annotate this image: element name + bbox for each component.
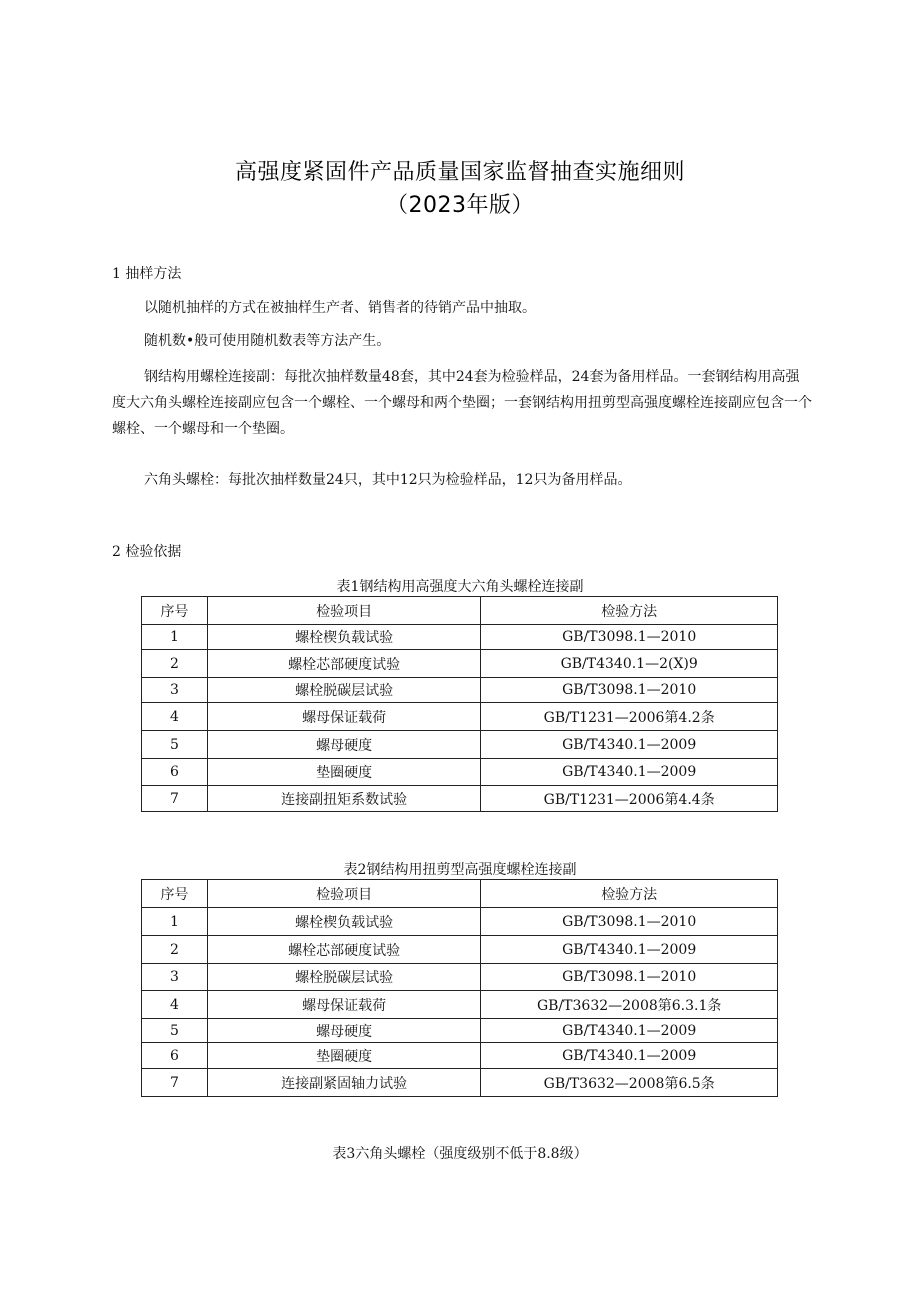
table-cell: 连接副扭矩系数试验 <box>207 786 481 812</box>
table-cell: 螺栓楔负载试验 <box>207 625 481 650</box>
table-cell: 5 <box>142 731 208 759</box>
table-row <box>142 1043 778 1069</box>
table-cell: 7 <box>142 786 208 812</box>
table-cell: 螺母硬度 <box>207 1019 481 1043</box>
table-cell: 5 <box>142 1019 208 1043</box>
table-cell: 垫圈硬度 <box>207 759 481 786</box>
table-cell: 6 <box>142 759 208 786</box>
table-cell: 螺栓脱碳层试验 <box>207 964 481 991</box>
table-2-caption: 表2钢结构用扭剪型高强度螺栓连接副 <box>343 862 577 878</box>
table-row <box>142 786 778 812</box>
table-cell: 螺栓楔负载试验 <box>207 908 481 936</box>
table-cell: 7 <box>142 1069 208 1097</box>
table-row <box>142 991 778 1019</box>
header-cell: 序号 <box>142 597 208 625</box>
table-cell: GB/T4340.1—2009 <box>481 1043 778 1069</box>
table-cell: 3 <box>142 964 208 991</box>
table-cell: 2 <box>142 650 208 678</box>
document-subtitle: （2023年版） <box>386 193 534 218</box>
header-cell: 序号 <box>142 880 208 908</box>
table-row <box>142 1069 778 1097</box>
table-cell: GB/T4340.1—2(X)9 <box>481 650 778 678</box>
table-cell: 螺栓芯部硬度试验 <box>207 650 481 678</box>
paragraph-random-number: 随机数•般可使用随机数表等方法产生。 <box>144 333 391 349</box>
table-cell: 1 <box>142 625 208 650</box>
table-3-caption: 表3六角头螺栓（强度级别不低于8.8级） <box>332 1146 588 1162</box>
paragraph-sampling-method: 以随机抽样的方式在被抽样生产者、销售者的待销产品中抽取。 <box>144 300 536 316</box>
table-cell: 4 <box>142 991 208 1019</box>
table-row <box>142 731 778 759</box>
header-cell: 检验方法 <box>481 880 778 908</box>
header-cell: 检验方法 <box>481 597 778 625</box>
table-cell: GB/T4340.1—2009 <box>481 1019 778 1043</box>
table-cell: GB/T4340.1—2009 <box>481 731 778 759</box>
table-1-caption: 表1钢结构用高强度大六角头螺栓连接副 <box>336 579 584 595</box>
table-cell: 垫圈硬度 <box>207 1043 481 1069</box>
table-cell: GB/T1231—2006第4.2条 <box>481 703 778 731</box>
table-row <box>142 964 778 991</box>
table-cell: 2 <box>142 936 208 964</box>
table-header-row <box>142 597 778 625</box>
table-row <box>142 936 778 964</box>
table-cell: GB/T3098.1—2010 <box>481 625 778 650</box>
table-row <box>142 678 778 703</box>
table-row <box>142 759 778 786</box>
table-cell: 连接副紧固轴力试验 <box>207 1069 481 1097</box>
table-cell: GB/T3098.1—2010 <box>481 678 778 703</box>
table-cell: 螺母保证载荷 <box>207 991 481 1019</box>
table-1 <box>141 596 778 812</box>
table-cell: 3 <box>142 678 208 703</box>
document-title: 高强度紧固件产品质量国家监督抽查实施细则 <box>234 160 685 185</box>
table-cell: GB/T3098.1—2010 <box>481 964 778 991</box>
table-cell: GB/T3632—2008第6.3.1条 <box>481 991 778 1019</box>
table-cell: 螺栓脱碳层试验 <box>207 678 481 703</box>
paragraph-hex-bolt-sampling: 六角头螺栓：每批次抽样数量24只，其中12只为检验样品，12只为备用样品。 <box>144 472 632 488</box>
table-row <box>142 650 778 678</box>
table-cell: 螺栓芯部硬度试验 <box>207 936 481 964</box>
header-cell: 检验项目 <box>207 597 481 625</box>
header-cell: 检验项目 <box>207 880 481 908</box>
table-cell: 螺母硬度 <box>207 731 481 759</box>
table-cell: 4 <box>142 703 208 731</box>
section-1-heading: 1 抽样方法 <box>112 266 182 282</box>
section-2-heading: 2 检验依据 <box>112 544 182 560</box>
table-cell: GB/T3632—2008第6.5条 <box>481 1069 778 1097</box>
table-cell: 6 <box>142 1043 208 1069</box>
table-2 <box>141 879 778 1097</box>
table-cell: 1 <box>142 908 208 936</box>
table-cell: GB/T4340.1—2009 <box>481 936 778 964</box>
table-header-row <box>142 880 778 908</box>
table-cell: 螺母保证载荷 <box>207 703 481 731</box>
table-row <box>142 908 778 936</box>
table-cell: GB/T4340.1—2009 <box>481 759 778 786</box>
paragraph-bolt-assembly-sampling: 钢结构用螺栓连接副：每批次抽样数量48套，其中24套为检验样品，24套为备用样品。一套钢结构用高强度大六角头螺栓连接副应包含一个螺栓、一个螺母和两个垫圈；一套钢结构用扭剪型高强度螺栓连接副应包含一个螺栓、一个螺母和一个垫圈。 <box>112 369 812 437</box>
table-cell: GB/T1231—2006第4.4条 <box>481 786 778 812</box>
table-row <box>142 703 778 731</box>
table-cell: GB/T3098.1—2010 <box>481 908 778 936</box>
table-row <box>142 1019 778 1043</box>
table-row <box>142 625 778 650</box>
